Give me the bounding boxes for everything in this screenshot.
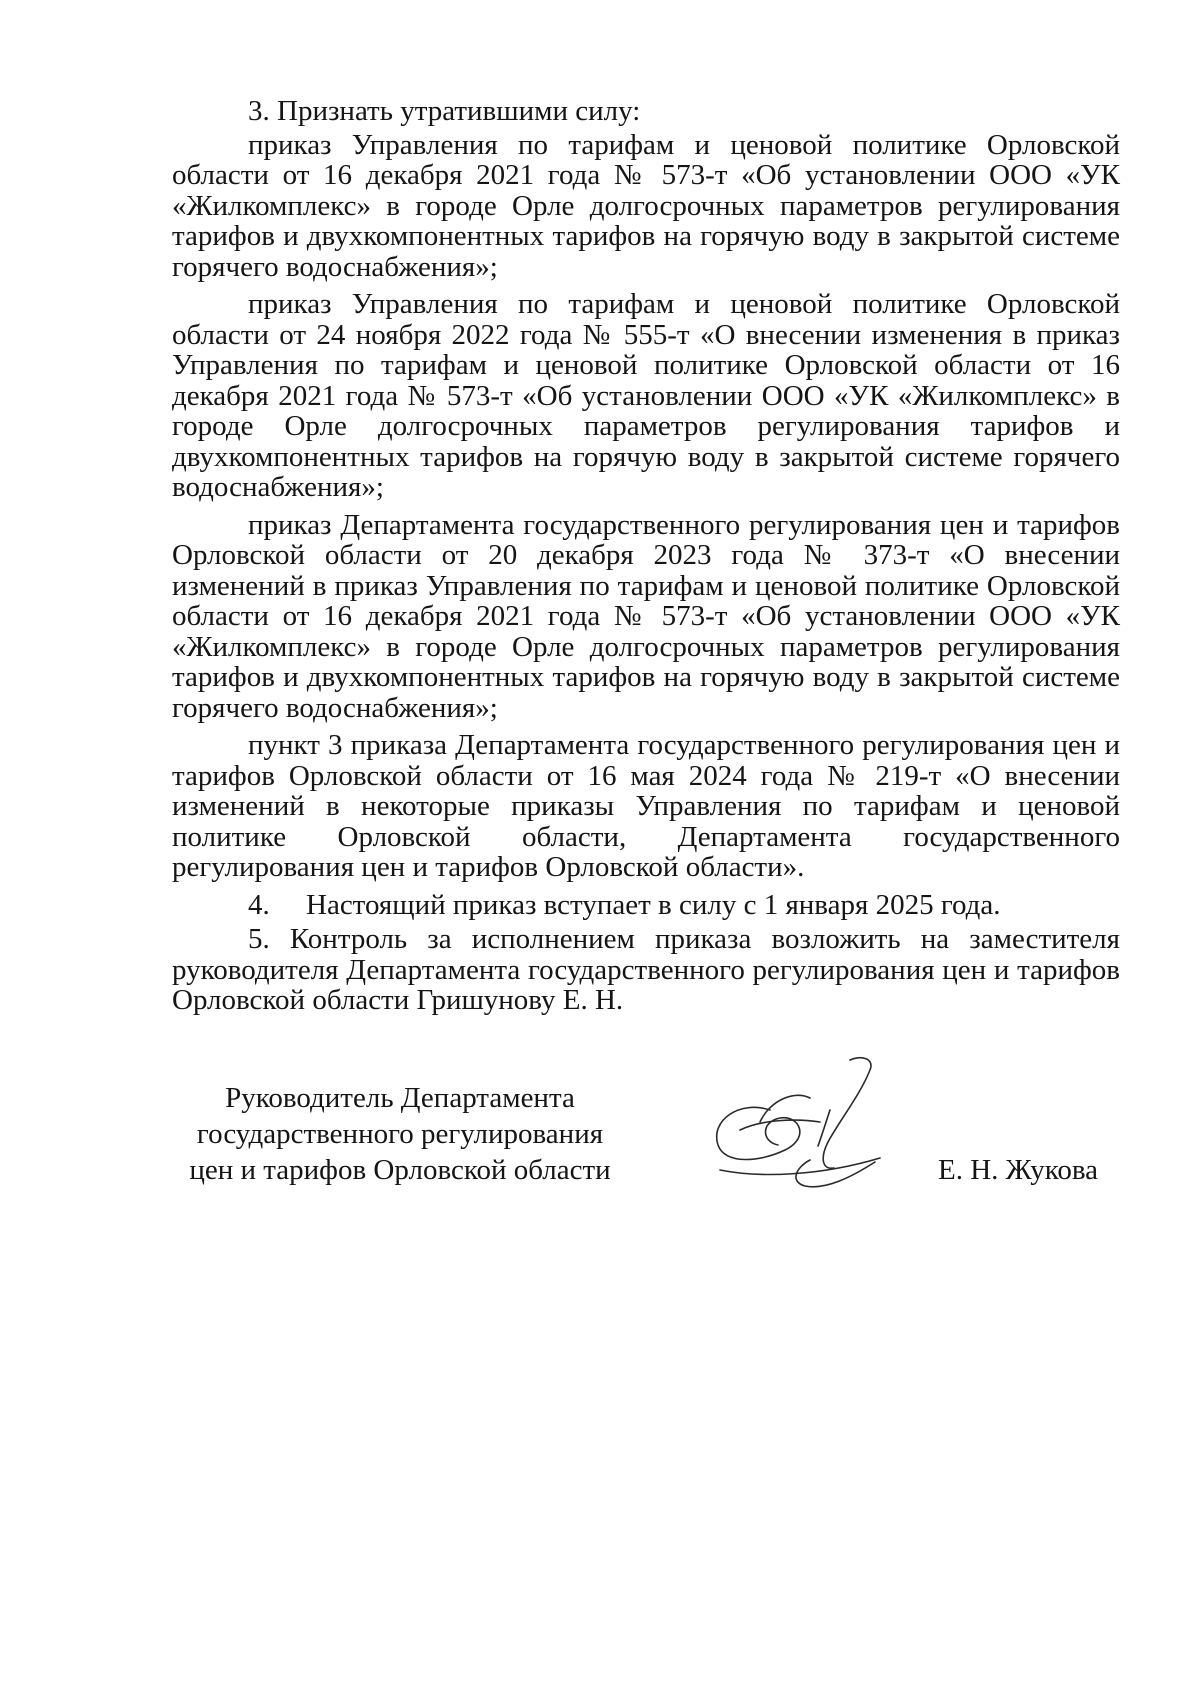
section-4 xyxy=(172,890,1120,921)
position-line-3: цен и тарифов Орловской области xyxy=(189,1154,611,1186)
repealed-order-1: приказ Управления по тарифам и ценовой политике Орловской области от 16 декабря 2021 года № 573-т «Об установлении ООО «УК «Жилкомплекс» в городе Орле долгосрочных параметров регулирования тарифов и двухкомпонентных тарифов на горячую воду в закрытой системе горячего водоснабжения»; xyxy=(172,128,1120,283)
section-4-number: 4. xyxy=(248,888,270,921)
position-line-2: государственного регулирования xyxy=(196,1118,604,1150)
repealed-order-3: приказ Департамента государственного регулирования цен и тарифов Орловской области от 20 декабря 2023 года № 373-т «О внесении изменений в приказ Управления по тарифам и ценовой политике Орловской области от 16 декабря 2021 года № 573-т «Об установлении ООО «УК «Жилкомплекс» в городе Орле долгосрочных параметров регулирования тарифов и двухкомпонентных тарифов на горячую воду в закрытой системе горячего водоснабжения»; xyxy=(172,508,1120,724)
repealed-order-4: пункт 3 приказа Департамента государственного регулирования цен и тарифов Орловской области от 16 мая 2024 года № 219-т «О внесении изменений в некоторые приказы Управления по тарифам и ценовой политике Орловской области, Департамента государственного регулирования цен и тарифов Орловской области». xyxy=(172,729,1120,883)
document-body xyxy=(172,96,1120,1023)
section-4-text: Настоящий приказ вступает в силу с 1 января 2025 года. xyxy=(306,888,1001,921)
section-3-heading: 3. Признать утратившими силу: xyxy=(248,95,641,127)
section-5: 5. Контроль за исполнением приказа возложить на заместителя руководителя Департамента государственного регулирования цен и тарифов Орловской области Гришунову Е. Н. xyxy=(172,923,1120,1016)
handwritten-signature xyxy=(700,1050,920,1200)
signatory-position xyxy=(180,1080,620,1188)
signer-name: Е. Н. Жукова xyxy=(938,1154,1099,1186)
position-line-1: Руководитель Департамента xyxy=(225,1082,575,1114)
repealed-order-2: приказ Управления по тарифам и ценовой политике Орловской области от 24 ноября 2022 года № 555-т «О внесении изменения в приказ Управления по тарифам и ценовой политике Орловской области от 16 декабря 2021 года № 573-т «Об установлении ООО «УК «Жилкомплекс» в городе Орле долгосрочных параметров регулирования тарифов и двухкомпонентных тарифов на горячую воду в закрытой системе горячего водоснабжения»; xyxy=(172,288,1120,503)
